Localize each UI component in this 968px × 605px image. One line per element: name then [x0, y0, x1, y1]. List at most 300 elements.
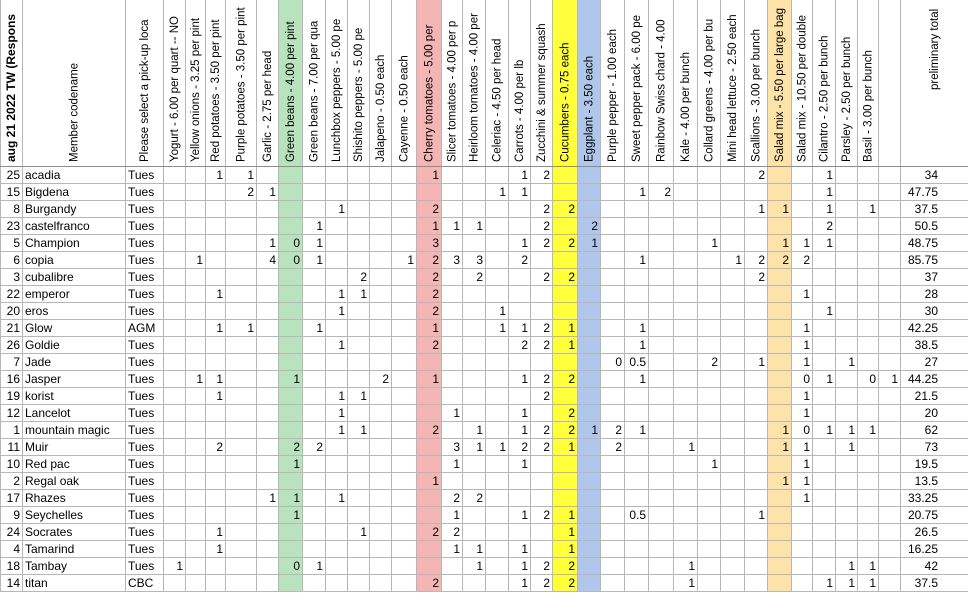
quantity-cell[interactable]: 4 [269, 253, 276, 267]
quantity-cell[interactable]: 1 [639, 338, 646, 352]
quantity-cell[interactable]: 1 [407, 253, 414, 267]
pickup-location-cell[interactable]: Tues [128, 338, 155, 352]
quantity-cell[interactable]: 0 [869, 372, 876, 386]
column-header[interactable]: Salad mix - 5.50 per large bag [774, 7, 786, 162]
quantity-cell[interactable]: 1 [568, 321, 575, 335]
column-header[interactable]: Eggplant - 3.50 each [583, 55, 596, 162]
quantity-cell[interactable]: 2 [711, 355, 718, 369]
quantity-cell[interactable]: 1 [826, 202, 833, 216]
quantity-cell[interactable]: 1 [869, 559, 876, 573]
quantity-cell[interactable]: 1 [316, 236, 323, 250]
quantity-cell[interactable]: 1 [216, 321, 223, 335]
quantity-cell[interactable]: 1 [688, 440, 695, 454]
quantity-cell[interactable]: 2 [543, 236, 550, 250]
total-cell[interactable]: 73 [924, 440, 938, 454]
quantity-cell[interactable]: 2 [543, 508, 550, 522]
row-id-cell[interactable]: 14 [6, 576, 20, 590]
member-name-cell[interactable]: Socrates [25, 525, 73, 539]
total-cell[interactable]: 21.5 [914, 389, 938, 403]
column-header[interactable]: Heirloom tomatoes - 4.00 per [468, 13, 481, 162]
quantity-cell[interactable]: 2 [543, 219, 550, 233]
quantity-cell[interactable]: 1 [499, 304, 506, 318]
row-id-cell[interactable]: 3 [13, 270, 20, 284]
total-cell[interactable]: 28 [924, 287, 938, 301]
quantity-cell[interactable]: 1 [499, 321, 506, 335]
quantity-cell[interactable]: 1 [782, 474, 789, 488]
quantity-cell[interactable]: 2 [543, 270, 550, 284]
member-name-cell[interactable]: Bigdena [25, 185, 70, 199]
quantity-cell[interactable]: 1 [688, 559, 695, 573]
quantity-cell[interactable]: 1 [826, 236, 833, 250]
quantity-cell[interactable]: 1 [521, 423, 528, 437]
column-header[interactable]: Jalapeno - 0.50 each [375, 54, 387, 162]
quantity-cell[interactable]: 1 [639, 253, 646, 267]
column-header[interactable]: Rainbow Swiss chard - 4.00 [655, 19, 668, 162]
quantity-cell[interactable]: 2 [568, 559, 575, 573]
quantity-cell[interactable]: 2 [615, 440, 622, 454]
quantity-cell[interactable]: 0 [803, 423, 810, 437]
pickup-location-cell[interactable]: CBC [128, 576, 154, 590]
quantity-cell[interactable]: 2 [782, 253, 789, 267]
row-id-cell[interactable]: 12 [6, 406, 20, 420]
quantity-cell[interactable]: 1 [247, 168, 254, 182]
quantity-cell[interactable]: 1 [711, 457, 718, 471]
quantity-cell[interactable]: 1 [216, 542, 223, 556]
column-header[interactable]: Lunchbox peppers - 5.00 pe [331, 18, 343, 162]
quantity-cell[interactable]: 1 [803, 406, 810, 420]
quantity-cell[interactable]: 0 [293, 236, 300, 250]
row-id-cell[interactable]: 23 [6, 219, 20, 233]
quantity-cell[interactable]: 2 [382, 372, 389, 386]
total-cell[interactable]: 47.75 [907, 185, 938, 199]
quantity-cell[interactable]: 1 [521, 457, 528, 471]
row-id-cell[interactable]: 18 [6, 559, 20, 573]
quantity-cell[interactable]: 1 [803, 236, 810, 250]
pickup-location-cell[interactable]: Tues [128, 491, 155, 505]
quantity-cell[interactable]: 0 [803, 372, 810, 386]
quantity-cell[interactable]: 1 [247, 321, 254, 335]
total-cell[interactable]: 16.25 [907, 542, 938, 556]
quantity-cell[interactable]: 1 [338, 338, 345, 352]
quantity-cell[interactable]: 1 [803, 355, 810, 369]
pickup-location-cell[interactable]: Tues [128, 253, 155, 267]
quantity-cell[interactable]: 1 [521, 559, 528, 573]
pickup-location-cell[interactable]: Tues [128, 168, 155, 182]
member-name-cell[interactable]: Red pac [25, 457, 70, 471]
member-name-cell[interactable]: Goldie [25, 338, 60, 352]
quantity-cell[interactable]: 1 [216, 168, 223, 182]
quantity-cell[interactable]: 1 [758, 202, 765, 216]
quantity-cell[interactable]: 1 [196, 372, 203, 386]
quantity-cell[interactable]: 1 [803, 440, 810, 454]
quantity-cell[interactable]: 1 [568, 440, 575, 454]
quantity-cell[interactable]: 1 [360, 287, 367, 301]
quantity-cell[interactable]: 1 [432, 168, 439, 182]
quantity-cell[interactable]: 1 [360, 389, 367, 403]
quantity-cell[interactable]: 1 [216, 287, 223, 301]
quantity-cell[interactable]: 1 [338, 406, 345, 420]
pickup-location-cell[interactable]: Tues [128, 406, 155, 420]
column-header[interactable]: preliminary total [929, 8, 941, 90]
total-cell[interactable]: 44.25 [907, 372, 938, 386]
member-name-cell[interactable]: Seychelles [25, 508, 84, 522]
quantity-cell[interactable]: 0.5 [629, 355, 646, 369]
row-id-cell[interactable]: 11 [7, 440, 20, 454]
pickup-location-cell[interactable]: Tues [128, 202, 155, 216]
pickup-location-cell[interactable]: AGM [128, 321, 156, 335]
quantity-cell[interactable]: 1 [293, 457, 300, 471]
quantity-cell[interactable]: 1 [338, 287, 345, 301]
pickup-location-cell[interactable]: Tues [128, 542, 155, 556]
member-name-cell[interactable]: mountain magic [25, 423, 110, 437]
quantity-cell[interactable]: 1 [338, 389, 345, 403]
pickup-location-cell[interactable]: Tues [128, 457, 155, 471]
row-id-cell[interactable]: 2 [13, 474, 20, 488]
quantity-cell[interactable]: 1 [639, 423, 646, 437]
member-name-cell[interactable]: Regal oak [25, 474, 80, 488]
quantity-cell[interactable]: 2 [521, 338, 528, 352]
quantity-cell[interactable]: 1 [891, 372, 898, 386]
member-name-cell[interactable]: copia [25, 253, 54, 267]
quantity-cell[interactable]: 1 [476, 559, 483, 573]
total-cell[interactable]: 50.5 [914, 219, 938, 233]
column-header[interactable]: Member codename [68, 62, 81, 162]
row-id-cell[interactable]: 1 [13, 423, 20, 437]
quantity-cell[interactable]: 2 [568, 423, 575, 437]
quantity-cell[interactable]: 2 [543, 389, 550, 403]
quantity-cell[interactable]: 2 [293, 440, 300, 454]
quantity-cell[interactable]: 1 [521, 168, 528, 182]
column-header[interactable]: Yellow onions - 3.25 per pint [190, 17, 202, 162]
pickup-location-cell[interactable]: Tues [128, 372, 155, 386]
quantity-cell[interactable]: 1 [826, 304, 833, 318]
column-header[interactable]: Kale - 4.00 per bunch [680, 52, 692, 162]
quantity-cell[interactable]: 1 [782, 440, 789, 454]
column-header[interactable]: Garlic - 2.75 per head [262, 50, 274, 162]
member-name-cell[interactable]: Tambay [25, 559, 68, 573]
quantity-cell[interactable]: 1 [499, 185, 506, 199]
column-header[interactable]: Basil - 3.00 per bunch [862, 50, 875, 162]
quantity-cell[interactable]: 1 [803, 338, 810, 352]
member-name-cell[interactable]: Muir [25, 440, 49, 454]
pickup-location-cell[interactable]: Tues [128, 304, 155, 318]
quantity-cell[interactable]: 2 [453, 525, 460, 539]
row-id-cell[interactable]: 5 [13, 236, 20, 250]
quantity-cell[interactable]: 1 [735, 253, 742, 267]
member-name-cell[interactable]: Rhazes [25, 491, 66, 505]
quantity-cell[interactable]: 1 [803, 474, 810, 488]
quantity-cell[interactable]: 1 [476, 423, 483, 437]
quantity-cell[interactable]: 2 [432, 202, 439, 216]
quantity-cell[interactable]: 2 [543, 576, 550, 590]
quantity-cell[interactable]: 2 [568, 202, 575, 216]
member-name-cell[interactable]: Tamarind [25, 542, 75, 556]
member-name-cell[interactable]: Champion [25, 236, 80, 250]
column-header[interactable]: Carrots - 4.00 per lb [514, 59, 526, 162]
quantity-cell[interactable]: 1 [316, 219, 323, 233]
quantity-cell[interactable]: 1 [848, 576, 855, 590]
quantity-cell[interactable]: 1 [360, 423, 367, 437]
quantity-cell[interactable]: 1 [293, 491, 300, 505]
quantity-cell[interactable]: 1 [568, 542, 575, 556]
pickup-location-cell[interactable]: Tues [128, 474, 155, 488]
quantity-cell[interactable]: 2 [543, 559, 550, 573]
column-header[interactable]: Shishito peppers - 5.00 pe [353, 27, 365, 162]
quantity-cell[interactable]: 1 [826, 185, 833, 199]
member-name-cell[interactable]: emperor [25, 287, 70, 301]
quantity-cell[interactable]: 2 [568, 406, 575, 420]
total-cell[interactable]: 20.75 [907, 508, 938, 522]
quantity-cell[interactable]: 1 [293, 372, 300, 386]
member-name-cell[interactable]: titan [25, 576, 48, 590]
quantity-cell[interactable]: 2 [453, 491, 460, 505]
quantity-cell[interactable]: 1 [848, 440, 855, 454]
total-cell[interactable]: 37.5 [914, 576, 938, 590]
quantity-cell[interactable]: 1 [521, 542, 528, 556]
quantity-cell[interactable]: 1 [803, 457, 810, 471]
quantity-cell[interactable]: 1 [711, 236, 718, 250]
column-header[interactable]: Red potatoes - 3.50 per pint [210, 19, 222, 162]
row-id-cell[interactable]: 16 [6, 372, 20, 386]
quantity-cell[interactable]: 1 [338, 202, 345, 216]
quantity-cell[interactable]: 1 [216, 389, 223, 403]
quantity-cell[interactable]: 2 [543, 423, 550, 437]
column-header[interactable]: Please select a pick-up loca [139, 19, 151, 162]
quantity-cell[interactable]: 1 [521, 406, 528, 420]
quantity-cell[interactable]: 1 [316, 559, 323, 573]
row-id-cell[interactable]: 4 [13, 542, 20, 556]
pickup-location-cell[interactable]: Tues [128, 508, 155, 522]
quantity-cell[interactable]: 1 [453, 508, 460, 522]
quantity-cell[interactable]: 2 [432, 287, 439, 301]
quantity-cell[interactable]: 1 [639, 185, 646, 199]
quantity-cell[interactable]: 1 [269, 185, 276, 199]
quantity-cell[interactable]: 2 [543, 321, 550, 335]
quantity-cell[interactable]: 1 [848, 355, 855, 369]
quantity-cell[interactable]: 1 [568, 525, 575, 539]
quantity-cell[interactable]: 2 [543, 440, 550, 454]
row-id-cell[interactable]: 17 [6, 491, 20, 505]
total-cell[interactable]: 62 [924, 423, 938, 437]
pickup-location-cell[interactable]: Tues [128, 355, 155, 369]
row-id-cell[interactable]: 19 [6, 389, 20, 403]
row-id-cell[interactable]: 21 [6, 321, 20, 335]
total-cell[interactable]: 26.5 [914, 525, 938, 539]
column-header[interactable]: Cayenne - 0.50 each [398, 55, 411, 162]
quantity-cell[interactable]: 2 [521, 440, 528, 454]
quantity-cell[interactable]: 2 [543, 372, 550, 386]
pickup-location-cell[interactable]: Tues [128, 559, 155, 573]
quantity-cell[interactable]: 2 [476, 270, 483, 284]
total-cell[interactable]: 27 [924, 355, 938, 369]
pickup-location-cell[interactable]: Tues [128, 389, 155, 403]
quantity-cell[interactable]: 2 [568, 576, 575, 590]
total-cell[interactable]: 42 [924, 559, 938, 573]
column-header[interactable]: Parsley - 2.50 per bunch [841, 36, 853, 162]
quantity-cell[interactable]: 0.5 [629, 508, 646, 522]
quantity-cell[interactable]: 2 [432, 525, 439, 539]
quantity-cell[interactable]: 0 [615, 355, 622, 369]
quantity-cell[interactable]: 1 [476, 440, 483, 454]
total-cell[interactable]: 38.5 [914, 338, 938, 352]
quantity-cell[interactable]: 1 [269, 236, 276, 250]
column-header[interactable]: Scallions - 3.00 per bunch [750, 29, 763, 162]
quantity-cell[interactable]: 2 [758, 168, 765, 182]
total-cell[interactable]: 48.75 [907, 236, 938, 250]
quantity-cell[interactable]: 1 [869, 576, 876, 590]
quantity-cell[interactable]: 1 [869, 202, 876, 216]
member-name-cell[interactable]: Jasper [25, 372, 62, 386]
column-header[interactable]: Salad mix - 10.50 per double [796, 14, 809, 162]
total-cell[interactable]: 20 [924, 406, 938, 420]
quantity-cell[interactable]: 1 [803, 321, 810, 335]
row-id-cell[interactable]: 22 [6, 287, 20, 301]
quantity-cell[interactable]: 0 [293, 253, 300, 267]
row-id-cell[interactable]: 6 [13, 253, 20, 267]
quantity-cell[interactable]: 1 [803, 389, 810, 403]
quantity-cell[interactable]: 1 [758, 355, 765, 369]
quantity-cell[interactable]: 0 [293, 559, 300, 573]
quantity-cell[interactable]: 2 [432, 576, 439, 590]
quantity-cell[interactable]: 2 [568, 270, 575, 284]
quantity-cell[interactable]: 1 [216, 372, 223, 386]
quantity-cell[interactable]: 1 [432, 474, 439, 488]
column-header[interactable]: Green beans - 7.00 per qua [308, 20, 321, 162]
quantity-cell[interactable]: 2 [432, 304, 439, 318]
quantity-cell[interactable]: 1 [432, 321, 439, 335]
quantity-cell[interactable]: 2 [591, 219, 598, 233]
column-header[interactable]: Purple pepper - 1.00 each [607, 29, 619, 162]
total-cell[interactable]: 42.25 [907, 321, 938, 335]
quantity-cell[interactable]: 1 [453, 406, 460, 420]
quantity-cell[interactable]: 1 [688, 576, 695, 590]
quantity-cell[interactable]: 1 [848, 423, 855, 437]
quantity-cell[interactable]: 1 [591, 236, 598, 250]
quantity-cell[interactable]: 1 [639, 321, 646, 335]
quantity-cell[interactable]: 2 [360, 270, 367, 284]
member-name-cell[interactable]: Jade [25, 355, 52, 369]
member-name-cell[interactable]: korist [25, 389, 54, 403]
quantity-cell[interactable]: 1 [803, 287, 810, 301]
quantity-cell[interactable]: 1 [591, 423, 598, 437]
member-name-cell[interactable]: acadia [25, 168, 61, 182]
row-id-cell[interactable]: 7 [13, 355, 20, 369]
pickup-location-cell[interactable]: Tues [128, 236, 155, 250]
row-id-cell[interactable]: 24 [6, 525, 20, 539]
quantity-cell[interactable]: 2 [543, 202, 550, 216]
quantity-cell[interactable]: 1 [869, 423, 876, 437]
row-id-cell[interactable]: 25 [6, 168, 20, 182]
quantity-cell[interactable]: 2 [543, 338, 550, 352]
quantity-cell[interactable]: 1 [758, 508, 765, 522]
quantity-cell[interactable]: 1 [360, 525, 367, 539]
member-name-cell[interactable]: castelfranco [25, 219, 90, 233]
pickup-location-cell[interactable]: Tues [128, 287, 155, 301]
quantity-cell[interactable]: 1 [826, 372, 833, 386]
total-cell[interactable]: 33.25 [907, 491, 938, 505]
quantity-cell[interactable]: 2 [476, 491, 483, 505]
total-cell[interactable]: 13.5 [914, 474, 938, 488]
quantity-cell[interactable]: 1 [196, 253, 203, 267]
quantity-cell[interactable]: 2 [432, 423, 439, 437]
quantity-cell[interactable]: 2 [432, 253, 439, 267]
quantity-cell[interactable]: 2 [521, 253, 528, 267]
quantity-cell[interactable]: 2 [615, 423, 622, 437]
quantity-cell[interactable]: 1 [216, 525, 223, 539]
quantity-cell[interactable]: 2 [758, 270, 765, 284]
column-header[interactable]: Zucchini & summer squash [536, 23, 548, 162]
quantity-cell[interactable]: 1 [521, 185, 528, 199]
quantity-cell[interactable]: 3 [432, 236, 439, 250]
column-header[interactable]: Collard greens - 4.00 per bu [703, 18, 716, 162]
quantity-cell[interactable]: 1 [476, 219, 483, 233]
quantity-cell[interactable]: 1 [521, 321, 528, 335]
quantity-cell[interactable]: 3 [453, 253, 460, 267]
quantity-cell[interactable]: 2 [568, 236, 575, 250]
quantity-cell[interactable]: 2 [543, 168, 550, 182]
member-name-cell[interactable]: Glow [25, 321, 53, 335]
quantity-cell[interactable]: 1 [316, 253, 323, 267]
quantity-cell[interactable]: 1 [338, 304, 345, 318]
quantity-cell[interactable]: 1 [476, 542, 483, 556]
quantity-cell[interactable]: 1 [499, 440, 506, 454]
quantity-cell[interactable]: 1 [176, 559, 183, 573]
quantity-cell[interactable]: 1 [338, 491, 345, 505]
row-id-cell[interactable]: 8 [13, 202, 20, 216]
quantity-cell[interactable]: 2 [432, 270, 439, 284]
member-name-cell[interactable]: Lancelot [25, 406, 71, 420]
quantity-cell[interactable]: 1 [782, 202, 789, 216]
quantity-cell[interactable]: 1 [639, 372, 646, 386]
quantity-cell[interactable]: 2 [216, 440, 223, 454]
row-id-cell[interactable]: 26 [6, 338, 20, 352]
column-header[interactable]: Cherry tomatoes - 5.00 per [423, 24, 436, 162]
quantity-cell[interactable]: 1 [432, 372, 439, 386]
quantity-cell[interactable]: 1 [782, 423, 789, 437]
row-id-cell[interactable]: 15 [6, 185, 20, 199]
quantity-cell[interactable]: 1 [293, 508, 300, 522]
column-header[interactable]: Celeriac - 4.50 per head [491, 38, 504, 162]
column-header[interactable]: Sweet pepper pack - 6.00 pe [631, 14, 643, 162]
quantity-cell[interactable]: 1 [316, 321, 323, 335]
member-name-cell[interactable]: Burgandy [25, 202, 77, 216]
row-id-cell[interactable]: 9 [13, 508, 20, 522]
column-header[interactable]: Green beans - 4.00 per pint [285, 21, 297, 162]
quantity-cell[interactable]: 2 [826, 219, 833, 233]
column-header[interactable]: Mini head lettuce - 2.50 each [727, 14, 739, 162]
quantity-cell[interactable]: 1 [848, 559, 855, 573]
total-cell[interactable]: 34 [924, 168, 938, 182]
row-id-cell[interactable]: 10 [6, 457, 20, 471]
quantity-cell[interactable]: 2 [316, 440, 323, 454]
column-header[interactable]: Yogurt - 6.00 per quart -- NO [169, 16, 181, 162]
column-header[interactable]: Cucumbers - 0.75 each [559, 42, 572, 162]
pickup-location-cell[interactable]: Tues [128, 219, 155, 233]
quantity-cell[interactable]: 1 [826, 168, 833, 182]
quantity-cell[interactable]: 1 [826, 423, 833, 437]
quantity-cell[interactable]: 1 [453, 219, 460, 233]
quantity-cell[interactable]: 1 [269, 491, 276, 505]
quantity-cell[interactable]: 2 [758, 253, 765, 267]
member-name-cell[interactable]: cubalibre [25, 270, 74, 284]
column-header[interactable]: Purple potatoes - 3.50 per pint [235, 7, 248, 162]
pickup-location-cell[interactable]: Tues [128, 525, 155, 539]
quantity-cell[interactable]: 1 [782, 236, 789, 250]
quantity-cell[interactable]: 3 [453, 440, 460, 454]
column-header[interactable]: Slicer tomatoes - 4.00 per p [446, 20, 459, 162]
quantity-cell[interactable]: 2 [664, 185, 671, 199]
quantity-cell[interactable]: 1 [453, 457, 460, 471]
